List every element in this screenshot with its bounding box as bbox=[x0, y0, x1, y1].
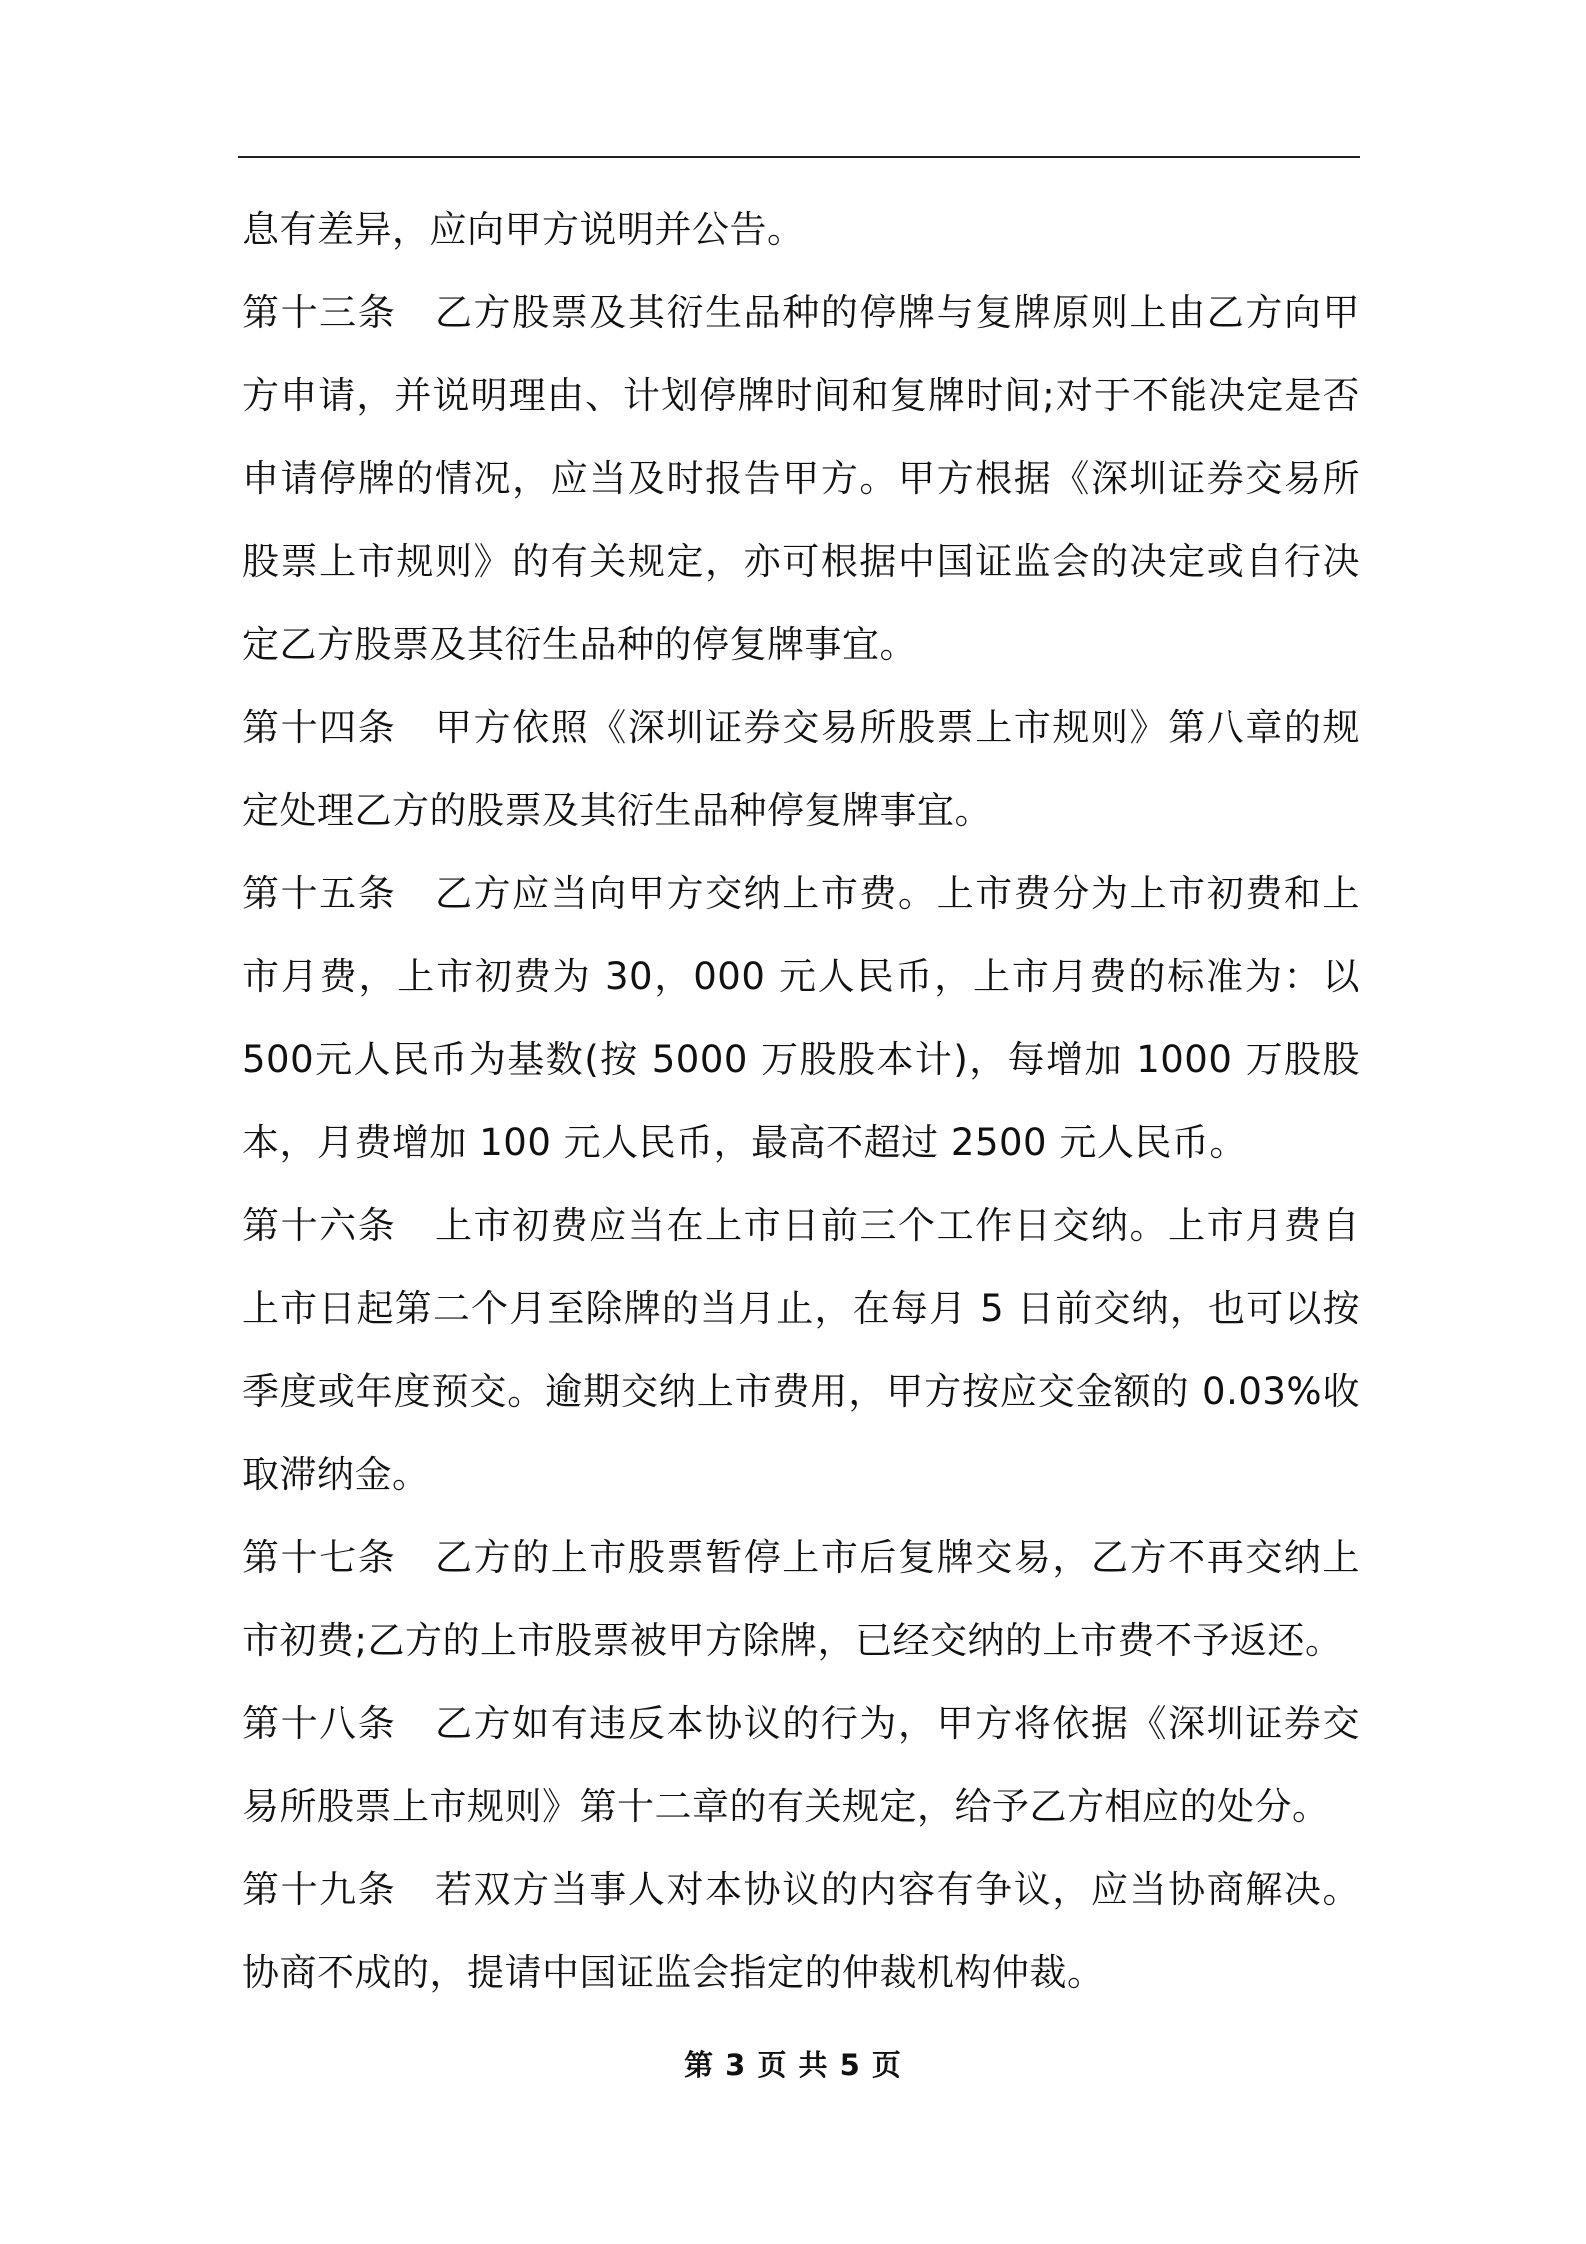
article-19: 第十九条 若双方当事人对本协议的内容有争议，应当协商解决。协商不成的，提请中国证监会指定的仲裁机构仲裁。 bbox=[242, 1868, 1360, 1994]
article-14: 第十四条 甲方依照《深圳证券交易所股票上市规则》第八章的规定处理乙方的股票及其衍生品种停复牌事宜。 bbox=[242, 706, 1360, 832]
article-17: 第十七条 乙方的上市股票暂停上市后复牌交易，乙方不再交纳上市初费;乙方的上市股票被甲方除牌，已经交纳的上市费不予返还。 bbox=[242, 1536, 1360, 1662]
document-body bbox=[242, 188, 1373, 2014]
paragraph-continuation: 息有差异，应向甲方说明并公告。 bbox=[242, 208, 805, 251]
page-number: 第 3 页 共 5 页 bbox=[684, 2048, 902, 2082]
article-18: 第十八条 乙方如有违反本协议的行为，甲方将依据《深圳证券交易所股票上市规则》第十二章的有关规定，给予乙方相应的处分。 bbox=[242, 1702, 1360, 1828]
article-13: 第十三条 乙方股票及其衍生品种的停牌与复牌原则上由乙方向甲方申请，并说明理由、计划停牌时间和复牌时间;对于不能决定是否申请停牌的情况，应当及时报告甲方。甲方根据《深圳证券交易所股票上市规则》的有关规定，亦可根据中国证监会的决定或自行决定乙方股票及其衍生品种的停复牌事宜。 bbox=[242, 291, 1360, 666]
article-15: 第十五条 乙方应当向甲方交纳上市费。上市费分为上市初费和上市月费，上市初费为 30，000 元人民币，上市月费的标准为：以 500元人民币为基数(按 5000 万股股本计)，每增加 1000 万股股本，月费增加 100 元人民币，最高不超过 2500 元人民币。 bbox=[242, 872, 1373, 1164]
header-rule bbox=[238, 156, 1360, 158]
article-16: 第十六条 上市初费应当在上市日前三个工作日交纳。上市月费自上市日起第二个月至除牌的当月止，在每月 5 日前交纳，也可以按季度或年度预交。逾期交纳上市费用，甲方按应交金额的 0.03%收取滞纳金。 bbox=[242, 1204, 1360, 1496]
